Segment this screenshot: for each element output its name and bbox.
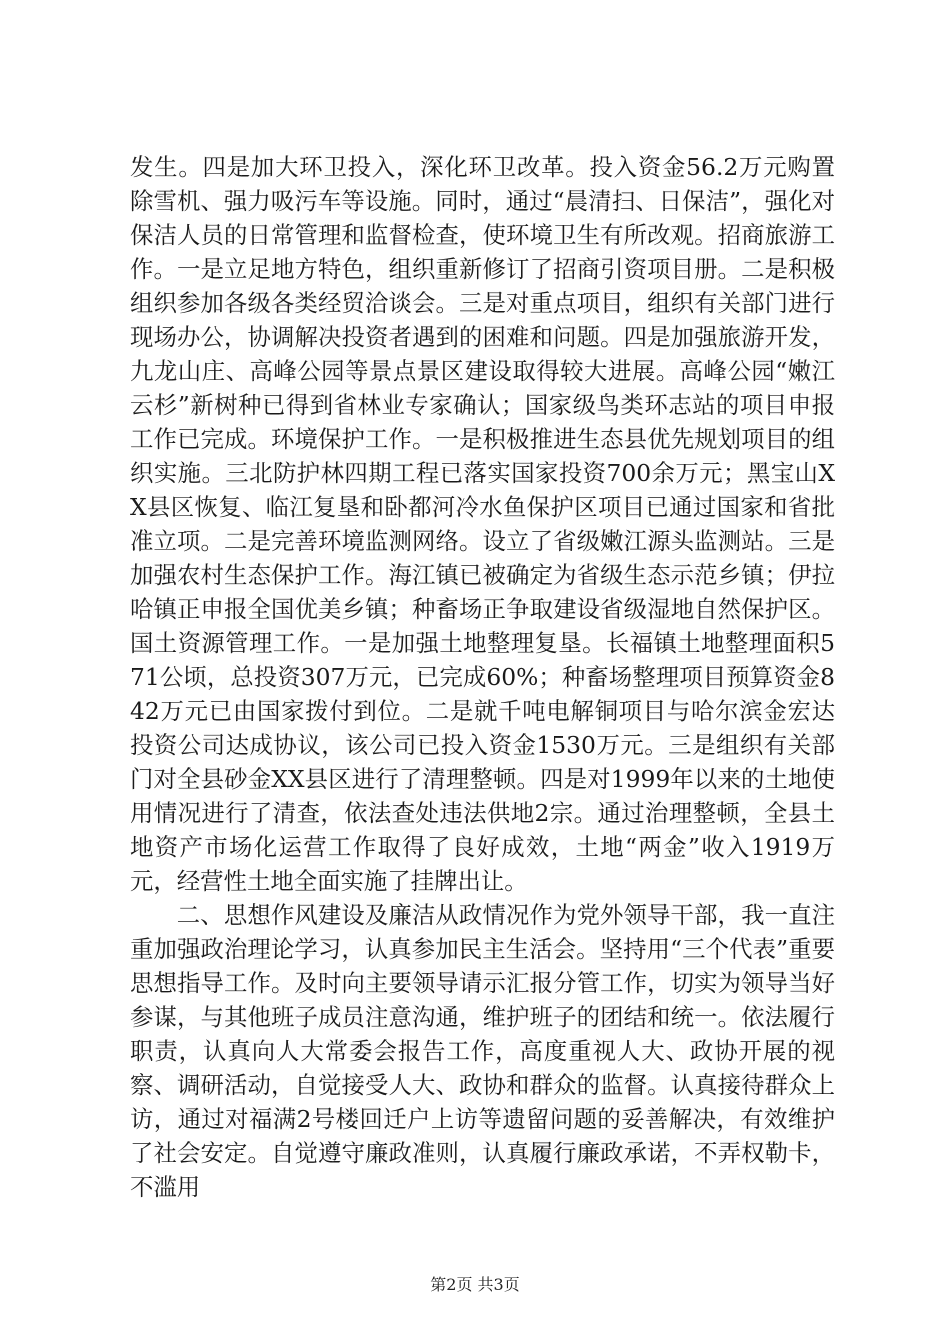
page-footer [0, 1275, 950, 1295]
paragraph-work-summary: 发生。四是加大环卫投入，深化环卫改革。投入资金56.2万元购置除雪机、强力吸污车等设施。同时，通过“晨清扫、日保洁”，强化对保洁人员的日常管理和监督检查，使环境卫生有所改观。招商旅游工作。一是立足地方特色，组织重新修订了招商引资项目册。二是积极组织参加各级各类经贸洽谈会。三是对重点项目，组织有关部门进行现场办公，协调解决投资者遇到的困难和问题。四是加强旅游开发，九龙山庄、高峰公园等景点景区建设取得较大进展。高峰公园“嫩江云杉”新树种已得到省林业专家确认；国家级鸟类环志站的项目申报工作已完成。环境保护工作。一是积极推进生态县优先规划项目的组织实施。三北防护林四期工程已落实国家投资700余万元；黑宝山XX县区恢复、临江复垦和卧都河冷水鱼保护区项目已通过国家和省批准立项。二是完善环境监测网络。设立了省级嫩江源头监测站。三是加强农村生态保护工作。海江镇已被确定为省级生态示范乡镇；伊拉哈镇正申报全国优美乡镇；种畜场正争取建设省级湿地自然保护区。国土资源管理工作。一是加强土地整理复垦。长福镇土地整理面积571公顷，总投资307万元，已完成60%；种畜场整理项目预算资金842万元已由国家拨付到位。二是就千吨电解铜项目与哈尔滨金宏达投资公司达成协议，该公司已投入资金1530万元。三是组织有关部门对全县砂金XX县区进行了清理整顿。四是对1999年以来的土地使用情况进行了清查，依法查处违法供地2宗。通过治理整顿，全县土地资产市场化运营工作取得了良好成效，土地“两金”收入1919万元，经营性土地全面实施了挂牌出让。 [130, 153, 835, 895]
document-body [130, 150, 835, 1204]
page-number-label: 第2页 共3页 [430, 1275, 520, 1294]
paragraph-conduct-integrity: 二、思想作风建设及廉洁从政情况作为党外领导干部，我一直注重加强政治理论学习，认真参加民主生活会。坚持用“三个代表”重要思想指导工作。及时向主要领导请示汇报分管工作，切实为领导当好参谋，与其他班子成员注意沟通，维护班子的团结和统一。依法履行职责，认真向人大常委会报告工作，高度重视人大、政协开展的视察、调研活动，自觉接受人大、政协和群众的监督。认真接待群众上访，通过对福满2号楼回迁户上访等遗留问题的妥善解决，有效维护了社会安定。自觉遵守廉政准则，认真履行廉政承诺，不弄权勒卡，不滥用 [130, 901, 835, 1201]
